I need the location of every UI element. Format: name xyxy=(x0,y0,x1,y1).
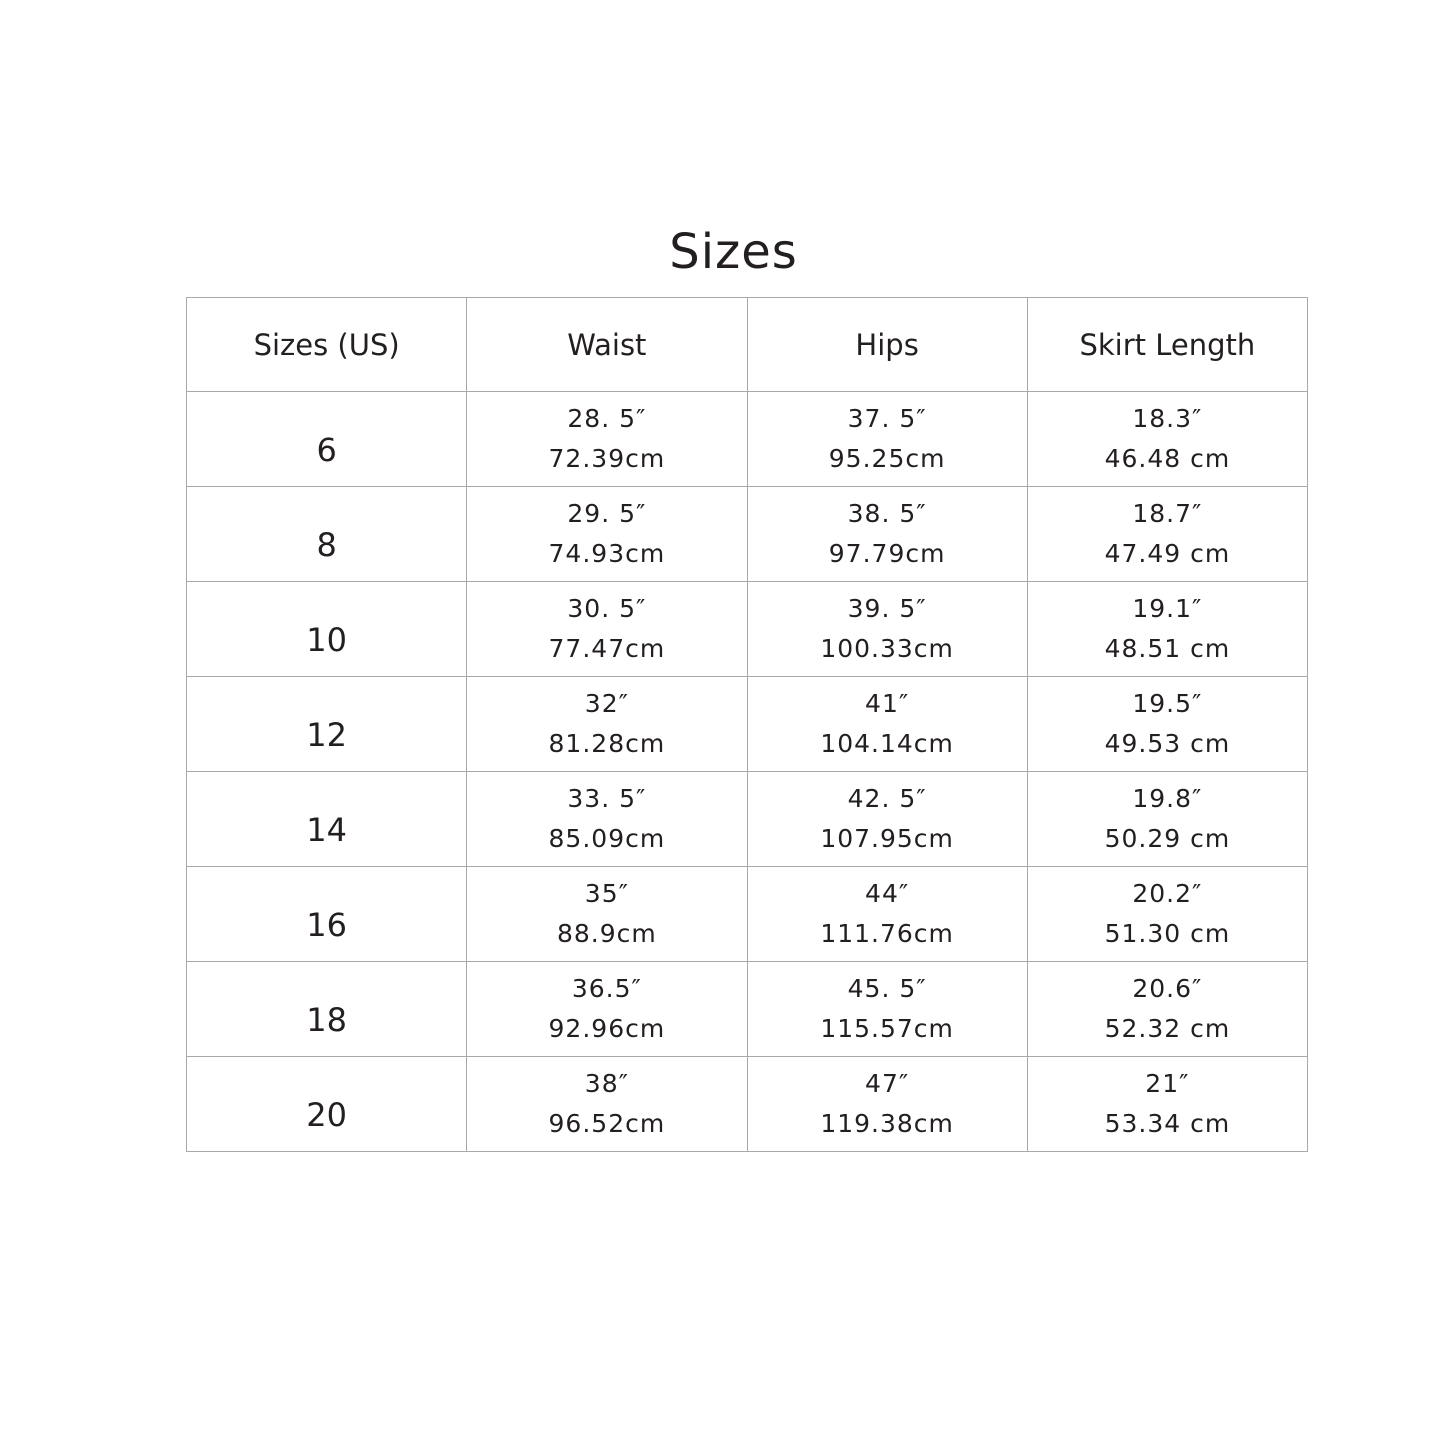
table-body xyxy=(187,392,1308,1152)
hips-inches: 42. 5″ xyxy=(847,784,927,813)
size-cell xyxy=(187,392,467,487)
size-value: 8 xyxy=(316,526,337,564)
size-value: 18 xyxy=(306,1001,347,1039)
waist-cell xyxy=(467,1057,747,1152)
waist-cell xyxy=(467,772,747,867)
skirt-length-cm: 49.53 cm xyxy=(1104,729,1231,758)
table-row xyxy=(187,582,1308,677)
waist-cm: 88.9cm xyxy=(556,919,657,948)
waist-inches: 33. 5″ xyxy=(567,784,647,813)
header-hips: Hips xyxy=(747,298,1027,392)
waist-inches: 29. 5″ xyxy=(567,499,647,528)
waist-inches: 36.5″ xyxy=(571,974,642,1003)
hips-cell xyxy=(747,392,1027,487)
skirt-length-cell xyxy=(1027,487,1307,582)
skirt-length-cm: 53.34 cm xyxy=(1104,1109,1231,1138)
skirt-length-cell xyxy=(1027,582,1307,677)
size-chart-table xyxy=(186,297,1308,1152)
hips-cell xyxy=(747,867,1027,962)
hips-inches: 45. 5″ xyxy=(847,974,927,1003)
hips-inches: 37. 5″ xyxy=(847,404,927,433)
hips-cell xyxy=(747,487,1027,582)
header-skirt-length: Skirt Length xyxy=(1027,298,1307,392)
header-waist: Waist xyxy=(467,298,747,392)
skirt-length-inches: 18.7″ xyxy=(1132,499,1203,528)
hips-inches: 39. 5″ xyxy=(847,594,927,623)
skirt-length-cell xyxy=(1027,962,1307,1057)
skirt-length-cm: 46.48 cm xyxy=(1104,444,1231,473)
waist-cell xyxy=(467,867,747,962)
hips-cm: 107.95cm xyxy=(820,824,954,853)
waist-cm: 92.96cm xyxy=(548,1014,666,1043)
table-row xyxy=(187,677,1308,772)
table-row xyxy=(187,962,1308,1057)
hips-cell xyxy=(747,677,1027,772)
waist-cm: 96.52cm xyxy=(548,1109,666,1138)
waist-cell xyxy=(467,962,747,1057)
waist-inches: 28. 5″ xyxy=(567,404,647,433)
hips-cm: 119.38cm xyxy=(820,1109,954,1138)
hips-cell xyxy=(747,962,1027,1057)
hips-inches: 47″ xyxy=(865,1069,910,1098)
skirt-length-inches: 19.8″ xyxy=(1132,784,1203,813)
skirt-length-cell xyxy=(1027,772,1307,867)
size-cell xyxy=(187,772,467,867)
hips-cm: 97.79cm xyxy=(828,539,946,568)
table-row xyxy=(187,867,1308,962)
hips-cm: 100.33cm xyxy=(820,634,954,663)
table-header-row xyxy=(187,298,1308,392)
header-sizes-us: Sizes (US) xyxy=(187,298,467,392)
skirt-length-inches: 19.1″ xyxy=(1132,594,1203,623)
waist-cm: 77.47cm xyxy=(548,634,666,663)
hips-cm: 104.14cm xyxy=(820,729,954,758)
waist-cell xyxy=(467,487,747,582)
waist-inches: 30. 5″ xyxy=(567,594,647,623)
hips-cm: 115.57cm xyxy=(820,1014,954,1043)
skirt-length-cell xyxy=(1027,677,1307,772)
size-value: 10 xyxy=(306,621,347,659)
skirt-length-cm: 51.30 cm xyxy=(1104,919,1231,948)
size-cell xyxy=(187,487,467,582)
skirt-length-cm: 47.49 cm xyxy=(1104,539,1231,568)
size-value: 14 xyxy=(306,811,347,849)
hips-inches: 44″ xyxy=(865,879,910,908)
hips-cell xyxy=(747,582,1027,677)
table-row xyxy=(187,772,1308,867)
size-value: 20 xyxy=(306,1096,347,1134)
hips-inches: 41″ xyxy=(865,689,910,718)
size-cell xyxy=(187,962,467,1057)
waist-cm: 74.93cm xyxy=(548,539,666,568)
skirt-length-cell xyxy=(1027,867,1307,962)
waist-cm: 85.09cm xyxy=(548,824,666,853)
skirt-length-cm: 50.29 cm xyxy=(1104,824,1231,853)
size-value: 6 xyxy=(316,431,337,469)
size-value: 16 xyxy=(306,906,347,944)
waist-cm: 72.39cm xyxy=(548,444,666,473)
hips-cell xyxy=(747,772,1027,867)
skirt-length-cm: 52.32 cm xyxy=(1104,1014,1231,1043)
waist-inches: 32″ xyxy=(584,689,629,718)
table-row xyxy=(187,487,1308,582)
skirt-length-inches: 19.5″ xyxy=(1132,689,1203,718)
waist-inches: 35″ xyxy=(584,879,629,908)
table-row xyxy=(187,1057,1308,1152)
waist-cell xyxy=(467,677,747,772)
table-row xyxy=(187,392,1308,487)
waist-cm: 81.28cm xyxy=(548,729,666,758)
skirt-length-cm: 48.51 cm xyxy=(1104,634,1231,663)
skirt-length-inches: 21″ xyxy=(1145,1069,1190,1098)
skirt-length-cell xyxy=(1027,1057,1307,1152)
waist-cell xyxy=(467,582,747,677)
size-cell xyxy=(187,677,467,772)
waist-inches: 38″ xyxy=(584,1069,629,1098)
skirt-length-inches: 18.3″ xyxy=(1132,404,1203,433)
skirt-length-cell xyxy=(1027,392,1307,487)
skirt-length-inches: 20.6″ xyxy=(1132,974,1203,1003)
skirt-length-inches: 20.2″ xyxy=(1132,879,1203,908)
hips-cell xyxy=(747,1057,1027,1152)
hips-cm: 111.76cm xyxy=(820,919,954,948)
size-cell xyxy=(187,867,467,962)
hips-inches: 38. 5″ xyxy=(847,499,927,528)
waist-cell xyxy=(467,392,747,487)
size-cell xyxy=(187,582,467,677)
page-title: Sizes xyxy=(669,224,798,280)
size-value: 12 xyxy=(306,716,347,754)
size-cell xyxy=(187,1057,467,1152)
hips-cm: 95.25cm xyxy=(828,444,946,473)
